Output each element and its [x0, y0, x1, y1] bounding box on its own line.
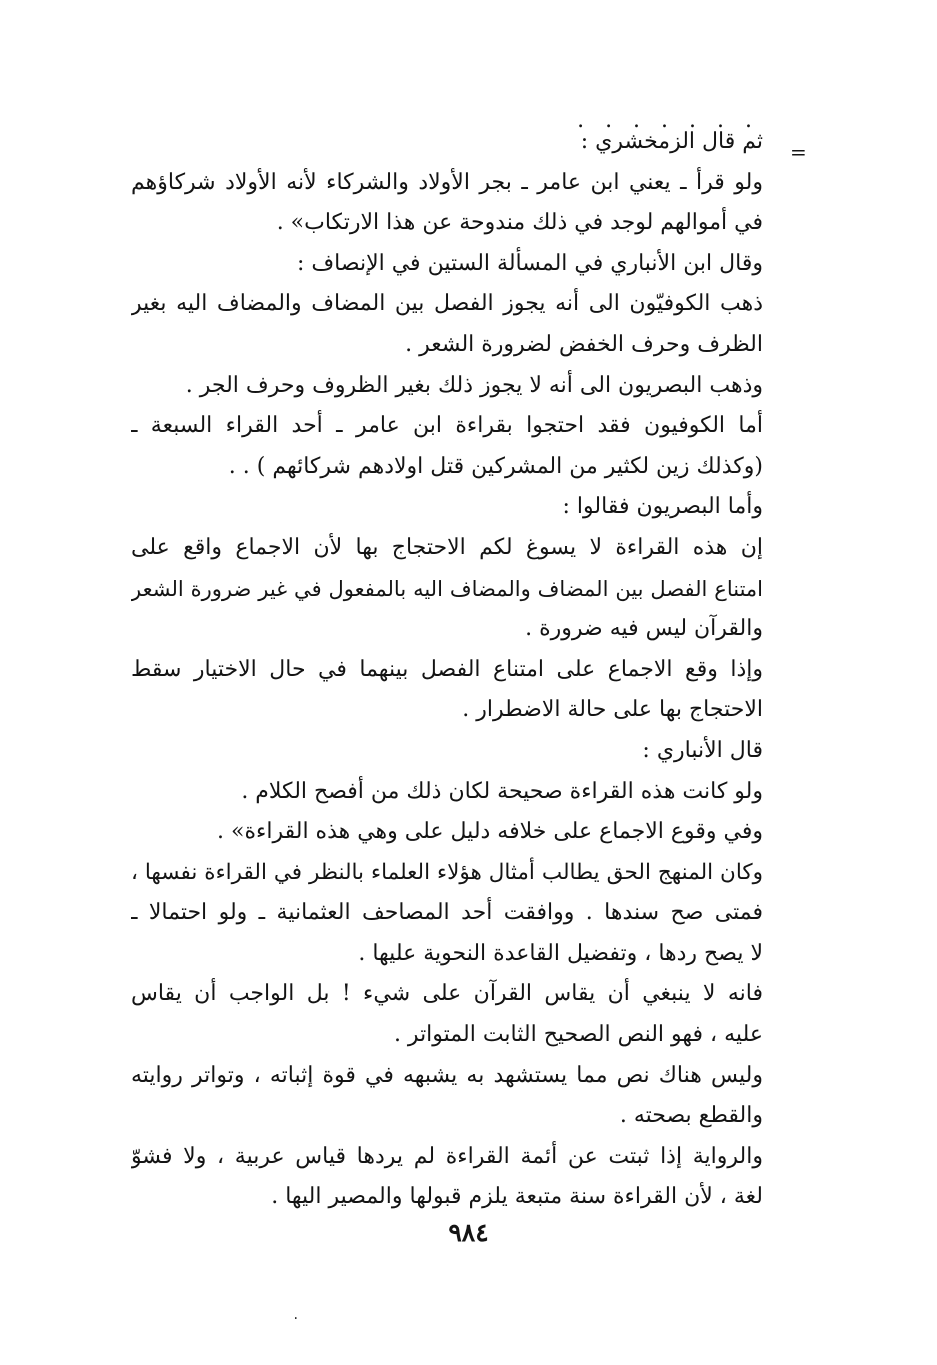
text-line: (وكذلك زين لكثير من المشركين قتل اولادهم شركائهم ) . .	[228, 453, 763, 479]
text-line: وأما البصريون فقالوا :	[562, 494, 763, 520]
text-line: إن هذه القراءة لا يسوغ لكم الاحتجاج بها لأن الاجماع واقع على	[131, 534, 763, 560]
margin-mark: =	[790, 140, 807, 164]
text-line: ذهب الكوفيّون الى أنه يجوز الفصل بين المضاف والمضاف اليه بغير	[131, 291, 763, 317]
page-number: ٩٨٤	[448, 1218, 489, 1247]
text-line: والرواية إذا ثبتت عن أئمة القراءة لم يردها قياس عربية ، ولا فشوّ	[131, 1143, 763, 1169]
text-line: امتناع الفصل بين المضاف والمضاف اليه بالمفعول في غير ضرورة الشعر	[131, 576, 763, 601]
text-line: والقطع بصحته .	[619, 1103, 763, 1129]
text-line: وإذا وقع الاجماع على امتناع الفصل بينهما في حال الاختيار سقط	[131, 656, 763, 682]
text-line: فانه لا ينبغي أن يقاس القرآن على شيء ! بل الواجب أن يقاس	[131, 981, 763, 1007]
text-line: ولو كانت هذه القراءة صحيحة لكان ذلك من أفصح الكلام .	[241, 778, 763, 804]
text-line: لغة ، لأن القراءة سنة متبعة يلزم قبولها والمصير اليها .	[271, 1184, 763, 1210]
text-line: أما الكوفيون فقد احتجوا بقراءة ابن عامر ـ أحد القراء السبعة ـ	[131, 413, 763, 439]
text-line: وذهب البصريون الى أنه لا يجوز ذلك بغير الظروف وحرف الجر .	[185, 372, 763, 398]
text-line: وليس هناك نص مما يستشهد به يشبهه في قوة إثباته ، وتواتر روايته	[131, 1062, 763, 1088]
body-text	[131, 122, 763, 1218]
text-line: وكان المنهج الحق يطالب أمثال هؤلاء العلماء بالنظر في القراءة نفسها ،	[131, 859, 763, 885]
text-line: وقال ابن الأنباري في المسألة الستين في الإنصاف :	[296, 250, 763, 276]
text-line: قال الأنباري :	[642, 737, 763, 763]
text-line: الظرف وحرف الخفض لضرورة الشعر .	[405, 331, 763, 357]
text-line: فمتى صح سندها . ووافقت أحد المصاحف العثمانية ـ ولو احتمالا ـ	[131, 900, 763, 926]
text-line: الاحتجاج بها على حالة الاضطرار .	[462, 697, 763, 723]
text-line: وفي وقوع الاجماع على خلافه دليل على وهي هذه القراءة» .	[217, 819, 763, 845]
text-line: ولو قرأ ـ يعني ابن عامر ـ بجر الأولاد والشركاء لأنه الأولاد شركاؤهم	[131, 169, 763, 195]
text-line: والقرآن ليس فيه ضرورة .	[525, 616, 763, 642]
text-line: في أموالهم لوجد في ذلك مندوحة عن هذا الارتكاب» .	[276, 210, 763, 236]
text-line: لا يصح ردها ، وتفضيل القاعدة النحوية عليها .	[358, 940, 763, 966]
footer-speck: ٠	[292, 1310, 300, 1326]
text-line: ثم قال الزمخشري :	[580, 129, 763, 154]
text-line: عليه ، فهو النص الصحيح الثابت المتواتر .	[393, 1022, 763, 1048]
ellipsis-dots: . . . . . . .	[577, 108, 759, 133]
